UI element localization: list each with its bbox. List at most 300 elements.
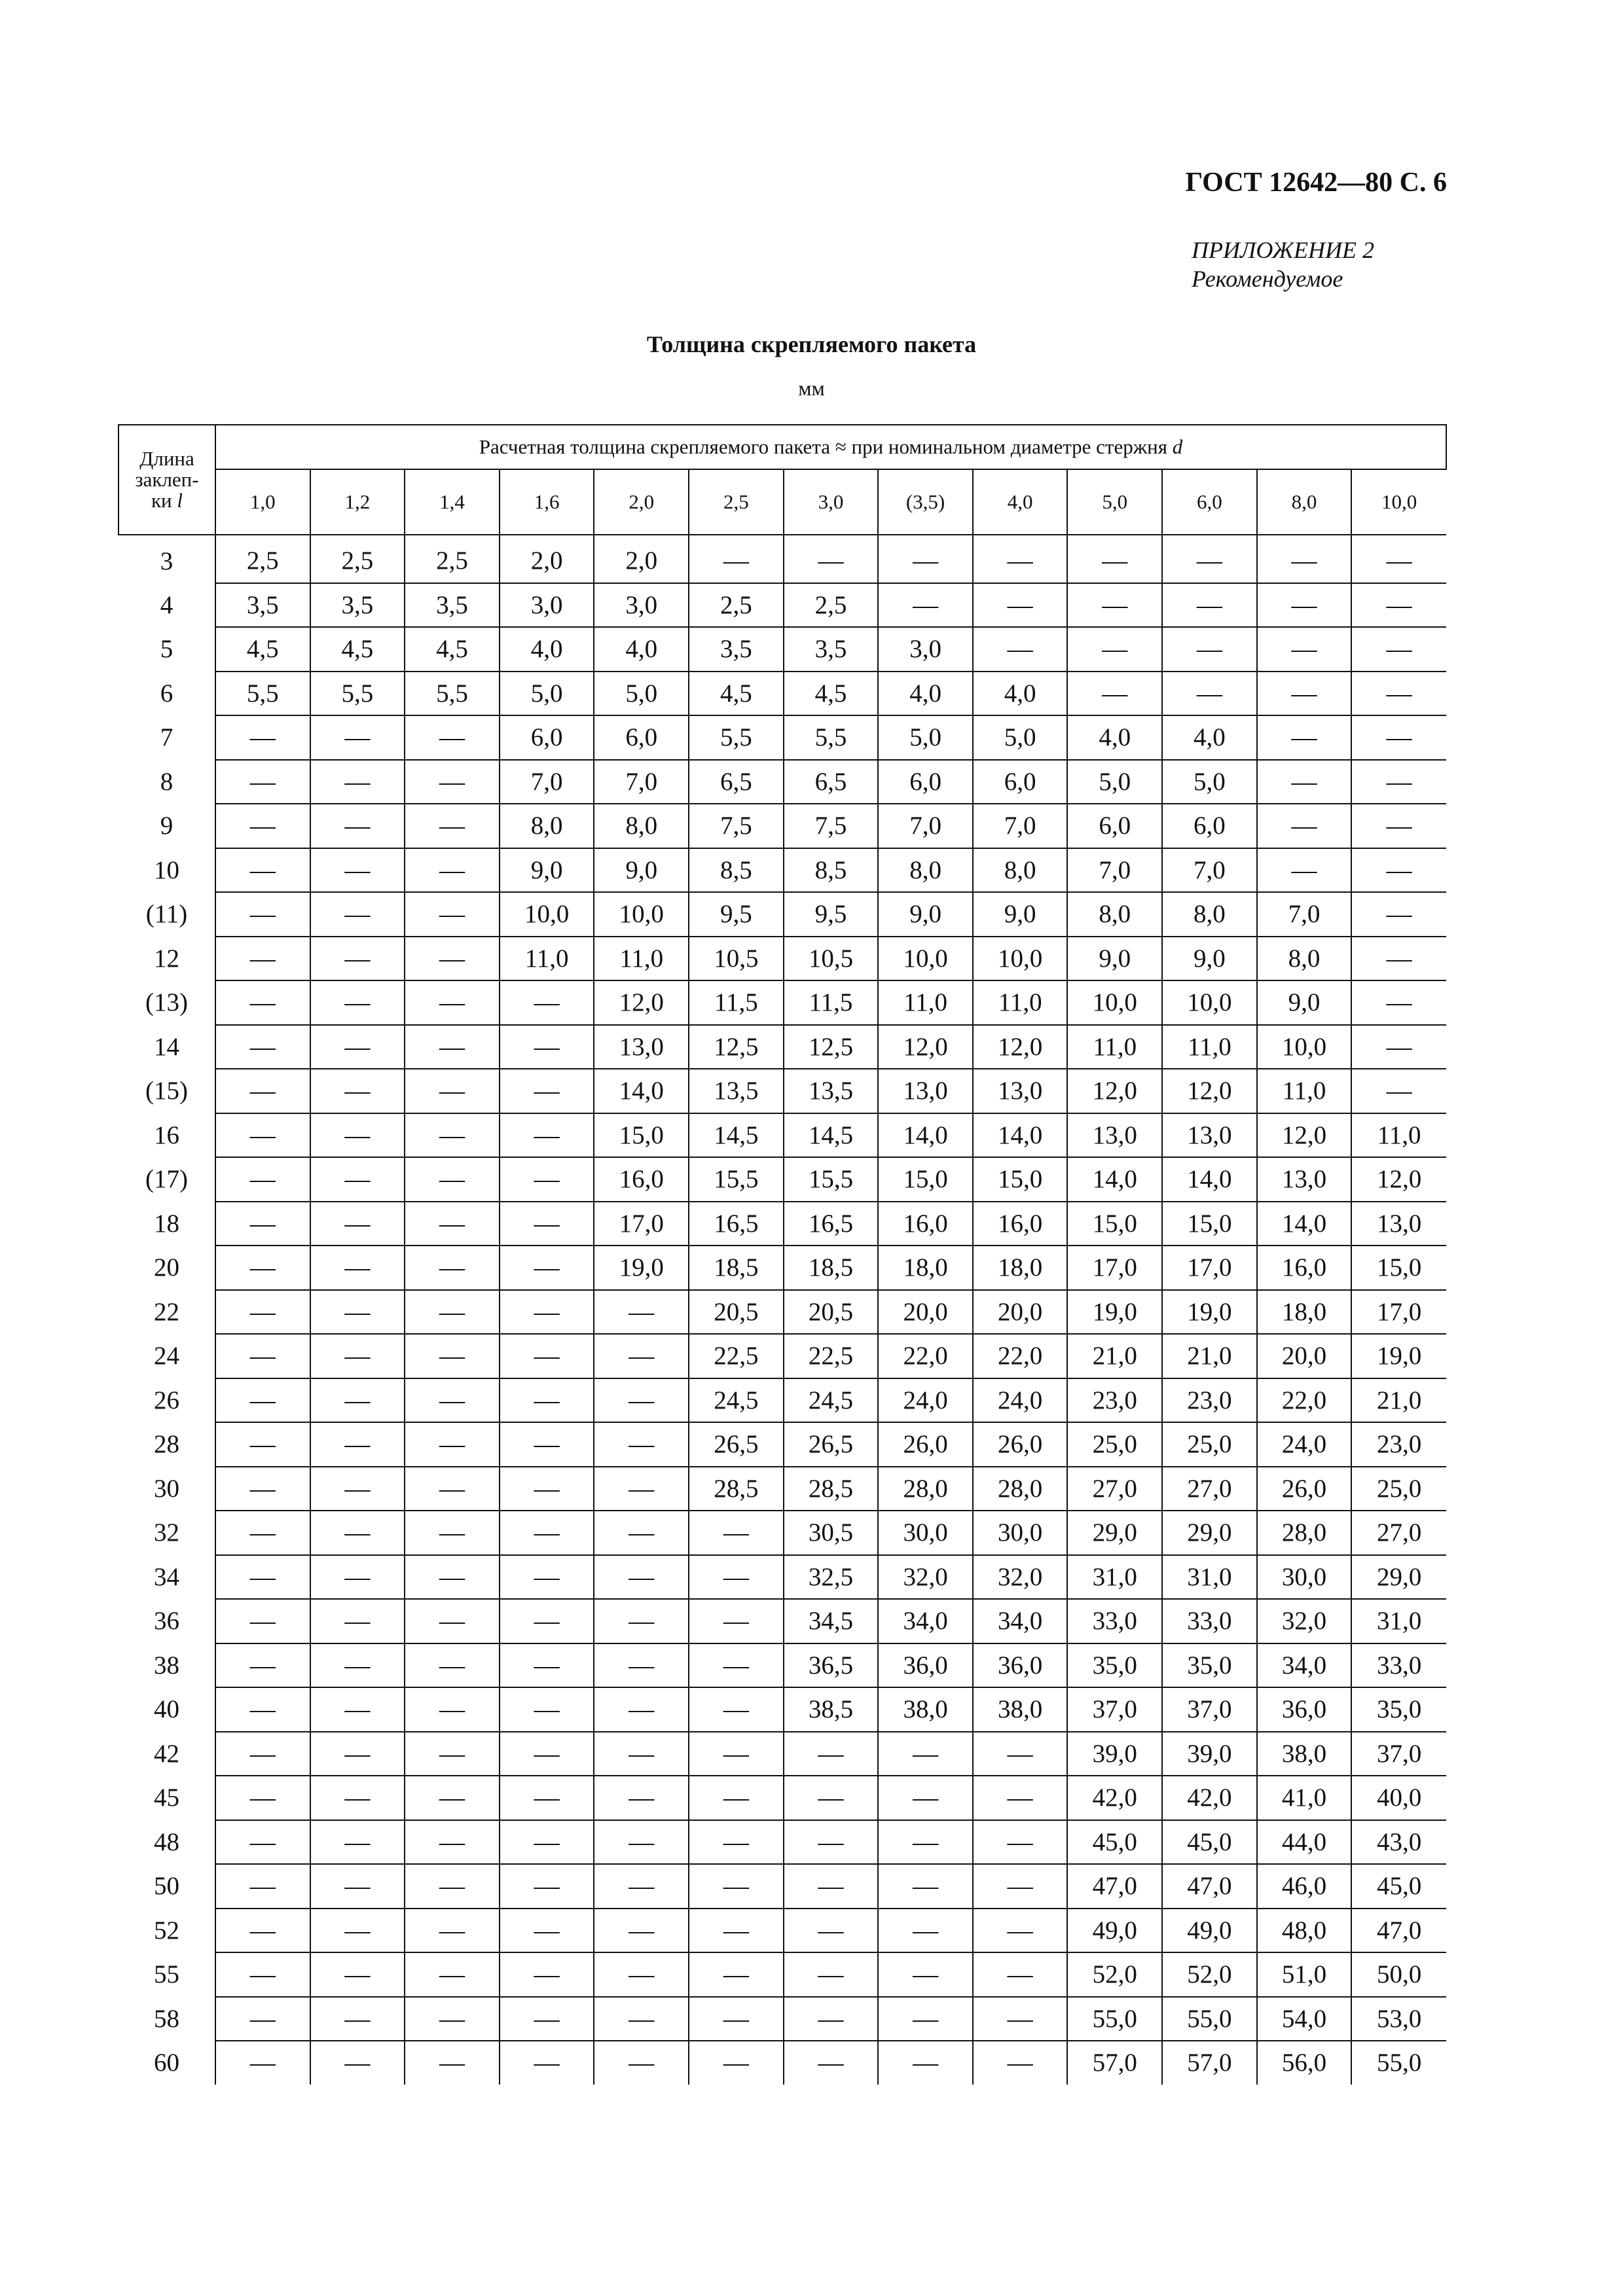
thickness-cell: — [878, 1997, 973, 2041]
rivet-length-cell: 58 [119, 1997, 215, 2041]
thickness-cell: — [973, 1909, 1068, 1953]
thickness-cell: 10,0 [973, 937, 1068, 981]
table-row [119, 1467, 1446, 1511]
thickness-cell: — [689, 1909, 784, 1953]
rivet-length-cell: 10 [119, 848, 215, 893]
table-row [119, 1732, 1446, 1776]
thickness-cell: 8,0 [500, 804, 594, 848]
thickness-cell: — [594, 1422, 689, 1467]
thickness-cell: 12,0 [878, 1025, 973, 1069]
thickness-cell: — [689, 2041, 784, 2085]
thickness-cell: 16,0 [1257, 1246, 1352, 1290]
thickness-cell: 19,0 [594, 1246, 689, 1290]
thickness-cell: 52,0 [1162, 1952, 1257, 1997]
rivet-length-cell: 48 [119, 1820, 215, 1865]
thickness-cell: 20,5 [689, 1290, 784, 1335]
thickness-cell: — [215, 1202, 310, 1246]
thickness-cell: 27,0 [1067, 1467, 1162, 1511]
thickness-cell: 8,0 [973, 848, 1068, 893]
diameter-header-cell: 5,0 [1067, 469, 1162, 535]
thickness-cell: — [500, 1422, 594, 1467]
thickness-cell: — [405, 1909, 500, 1953]
thickness-cell: — [1351, 715, 1446, 760]
thickness-cell: 25,0 [1067, 1422, 1162, 1467]
thickness-cell: 6,0 [594, 715, 689, 760]
thickness-cell: — [878, 1820, 973, 1865]
thickness-cell: — [878, 1732, 973, 1776]
thickness-cell: 11,0 [1162, 1025, 1257, 1069]
thickness-cell: — [215, 1687, 310, 1732]
stub-header-line: заклеп- [135, 468, 199, 491]
table-row [119, 1511, 1446, 1555]
thickness-cell: — [689, 1776, 784, 1820]
thickness-cell: — [689, 1687, 784, 1732]
thickness-cell: 49,0 [1162, 1909, 1257, 1953]
thickness-cell: 22,0 [973, 1334, 1068, 1378]
thickness-cell: 20,0 [1257, 1334, 1352, 1378]
thickness-cell: 14,5 [689, 1113, 784, 1158]
thickness-cell: 31,0 [1067, 1555, 1162, 1600]
thickness-cell: 3,0 [500, 583, 594, 628]
thickness-cell: — [878, 2041, 973, 2085]
thickness-cell: 6,0 [1162, 804, 1257, 848]
thickness-cell: — [973, 1952, 1068, 1997]
thickness-cell: 3,0 [878, 627, 973, 672]
thickness-cell: 11,0 [594, 937, 689, 981]
thickness-cell: 34,5 [784, 1599, 879, 1643]
thickness-cell: — [500, 980, 594, 1025]
thickness-cell: 38,5 [784, 1687, 879, 1732]
thickness-cell: 4,0 [973, 672, 1068, 716]
thickness-cell: 37,0 [1351, 1732, 1446, 1776]
thickness-cell: — [500, 1511, 594, 1555]
thickness-cell: — [1257, 760, 1352, 804]
table-row [119, 2041, 1446, 2085]
thickness-cell: 47,0 [1351, 1909, 1446, 1953]
diameter-header-cell: 4,0 [973, 469, 1068, 535]
thickness-cell: — [500, 1643, 594, 1688]
thickness-cell: 56,0 [1257, 2041, 1352, 2085]
thickness-cell: 2,5 [310, 535, 405, 583]
thickness-cell: — [405, 980, 500, 1025]
thickness-cell: — [1351, 1025, 1446, 1069]
thickness-cell: — [1067, 583, 1162, 628]
thickness-cell: — [405, 1334, 500, 1378]
table-row [119, 1246, 1446, 1290]
thickness-cell: — [405, 715, 500, 760]
thickness-cell: — [500, 1202, 594, 1246]
thickness-cell: 3,5 [689, 627, 784, 672]
thickness-cell: — [310, 1687, 405, 1732]
thickness-cell: 29,0 [1351, 1555, 1446, 1600]
thickness-cell: 15,5 [784, 1157, 879, 1202]
thickness-cell: 2,0 [500, 535, 594, 583]
thickness-cell: 23,0 [1067, 1378, 1162, 1423]
thickness-cell: — [594, 1997, 689, 2041]
thickness-cell: 11,0 [973, 980, 1068, 1025]
thickness-cell: 30,0 [1257, 1555, 1352, 1600]
thickness-cell: — [405, 1997, 500, 2041]
rivet-length-cell: 14 [119, 1025, 215, 1069]
table-row [119, 627, 1446, 672]
thickness-cell: — [215, 2041, 310, 2085]
diameter-header-cell: 2,0 [594, 469, 689, 535]
thickness-cell: — [1067, 535, 1162, 583]
thickness-cell: 7,0 [500, 760, 594, 804]
table-row [119, 1952, 1446, 1997]
thickness-cell: 24,0 [1257, 1422, 1352, 1467]
thickness-cell: 15,5 [689, 1157, 784, 1202]
thickness-cell: — [310, 760, 405, 804]
thickness-cell: — [1257, 583, 1352, 628]
thickness-cell: 15,0 [973, 1157, 1068, 1202]
thickness-cell: 38,0 [878, 1687, 973, 1732]
thickness-cell: — [689, 1511, 784, 1555]
rivet-length-cell: 38 [119, 1643, 215, 1688]
thickness-cell: — [405, 1599, 500, 1643]
thickness-cell: 4,0 [1162, 715, 1257, 760]
thickness-cell: — [973, 535, 1068, 583]
thickness-cell: 6,5 [689, 760, 784, 804]
thickness-cell: — [878, 535, 973, 583]
thickness-cell: — [594, 1599, 689, 1643]
rivet-length-cell: 30 [119, 1467, 215, 1511]
thickness-cell: 30,0 [973, 1511, 1068, 1555]
thickness-cell: 23,0 [1162, 1378, 1257, 1423]
thickness-cell: 26,0 [973, 1422, 1068, 1467]
thickness-cell: — [215, 1997, 310, 2041]
thickness-cell: 13,5 [689, 1069, 784, 1113]
thickness-cell: — [973, 1820, 1068, 1865]
rivet-length-cell: 45 [119, 1776, 215, 1820]
thickness-cell: — [1351, 583, 1446, 628]
thickness-cell: — [878, 1776, 973, 1820]
thickness-cell: — [689, 1599, 784, 1643]
thickness-cell: 10,0 [594, 892, 689, 937]
thickness-cell: 3,5 [310, 583, 405, 628]
thickness-cell: 28,0 [1257, 1511, 1352, 1555]
thickness-cell: 3,5 [405, 583, 500, 628]
thickness-cell: 32,0 [878, 1555, 973, 1600]
rivet-length-cell: 24 [119, 1334, 215, 1378]
thickness-cell: — [405, 1732, 500, 1776]
thickness-cell: — [500, 1820, 594, 1865]
thickness-cell: — [973, 2041, 1068, 2085]
thickness-cell: — [405, 1643, 500, 1688]
thickness-cell: — [405, 1952, 500, 1997]
thickness-cell: 12,0 [1162, 1069, 1257, 1113]
rivet-length-cell: 5 [119, 627, 215, 672]
thickness-cell: 14,0 [594, 1069, 689, 1113]
thickness-cell: — [500, 1599, 594, 1643]
thickness-cell: — [215, 1290, 310, 1335]
thickness-cell: — [1351, 627, 1446, 672]
length-variable: l [177, 489, 183, 512]
thickness-cell: 13,0 [1162, 1113, 1257, 1158]
thickness-cell: 7,5 [784, 804, 879, 848]
thickness-cell: 13,0 [878, 1069, 973, 1113]
thickness-cell: 13,0 [1067, 1113, 1162, 1158]
thickness-cell: — [594, 2041, 689, 2085]
thickness-cell: 27,0 [1351, 1511, 1446, 1555]
thickness-cell: — [689, 1732, 784, 1776]
rivet-length-cell: 55 [119, 1952, 215, 1997]
thickness-cell: — [1257, 627, 1352, 672]
thickness-cell: — [215, 1643, 310, 1688]
thickness-cell: 10,0 [1067, 980, 1162, 1025]
thickness-cell: 21,0 [1162, 1334, 1257, 1378]
thickness-cell: 5,5 [405, 672, 500, 716]
thickness-cell: 9,0 [500, 848, 594, 893]
thickness-cell: — [1257, 848, 1352, 893]
thickness-cell: 11,0 [1257, 1069, 1352, 1113]
thickness-cell: 26,0 [878, 1422, 973, 1467]
thickness-cell: — [405, 760, 500, 804]
thickness-cell: 9,0 [1067, 937, 1162, 981]
thickness-cell: — [500, 1909, 594, 1953]
thickness-cell: — [215, 1820, 310, 1865]
thickness-cell: 2,0 [594, 535, 689, 583]
thickness-cell: 12,5 [784, 1025, 879, 1069]
thickness-cell: 27,0 [1162, 1467, 1257, 1511]
thickness-cell: 20,5 [784, 1290, 879, 1335]
thickness-cell: — [594, 1732, 689, 1776]
thickness-cell: — [405, 1202, 500, 1246]
thickness-cell: — [594, 1687, 689, 1732]
table-row [119, 1025, 1446, 1069]
thickness-cell: 9,5 [784, 892, 879, 937]
thickness-cell: 26,0 [1257, 1467, 1352, 1511]
thickness-cell: — [594, 1334, 689, 1378]
rivet-length-cell: 36 [119, 1599, 215, 1643]
thickness-cell: — [310, 848, 405, 893]
thickness-cell: — [500, 2041, 594, 2085]
table-row [119, 1069, 1446, 1113]
thickness-cell: — [405, 1113, 500, 1158]
thickness-cell: — [405, 1157, 500, 1202]
thickness-cell: — [215, 760, 310, 804]
thickness-cell: 10,0 [500, 892, 594, 937]
thickness-cell: 32,0 [973, 1555, 1068, 1600]
thickness-cell: 29,0 [1067, 1511, 1162, 1555]
thickness-cell: 24,0 [973, 1378, 1068, 1423]
thickness-cell: 35,0 [1162, 1643, 1257, 1688]
thickness-cell: — [594, 1290, 689, 1335]
thickness-cell: — [1257, 672, 1352, 716]
thickness-cell: 51,0 [1257, 1952, 1352, 1997]
thickness-cell: 16,0 [878, 1202, 973, 1246]
thickness-cell: 11,5 [784, 980, 879, 1025]
thickness-cell: 8,0 [1162, 892, 1257, 937]
thickness-cell: — [1351, 535, 1446, 583]
rivet-length-cell: 22 [119, 1290, 215, 1335]
thickness-cell: — [310, 1511, 405, 1555]
thickness-cell: 11,0 [1067, 1025, 1162, 1069]
thickness-cell: 4,0 [500, 627, 594, 672]
thickness-cell: 16,0 [594, 1157, 689, 1202]
thickness-cell: 22,0 [878, 1334, 973, 1378]
thickness-cell: 18,0 [973, 1246, 1068, 1290]
rivet-length-cell: 20 [119, 1246, 215, 1290]
thickness-cell: 22,0 [1257, 1378, 1352, 1423]
thickness-cell: 39,0 [1067, 1732, 1162, 1776]
thickness-cell: — [310, 1643, 405, 1688]
thickness-cell: — [500, 1378, 594, 1423]
thickness-cell: 10,5 [689, 937, 784, 981]
thickness-cell: 7,0 [1067, 848, 1162, 893]
thickness-cell: 6,0 [973, 760, 1068, 804]
thickness-cell: — [500, 1069, 594, 1113]
thickness-cell: 3,5 [215, 583, 310, 628]
document-reference: ГОСТ 12642—80 С. 6 [1185, 168, 1447, 198]
table-row [119, 1864, 1446, 1909]
thickness-cell: — [215, 848, 310, 893]
thickness-cell: — [1351, 892, 1446, 937]
rivet-length-cell: 8 [119, 760, 215, 804]
thickness-cell: 57,0 [1162, 2041, 1257, 2085]
thickness-cell: 20,0 [878, 1290, 973, 1335]
rivet-length-cell: 7 [119, 715, 215, 760]
thickness-cell: 16,5 [784, 1202, 879, 1246]
thickness-cell: 14,0 [878, 1113, 973, 1158]
thickness-cell: — [594, 1864, 689, 1909]
rivet-length-cell: 3 [119, 535, 215, 583]
thickness-cell: — [405, 848, 500, 893]
thickness-cell: 24,5 [784, 1378, 879, 1423]
diameter-header-cell: 3,0 [784, 469, 879, 535]
thickness-cell: 6,0 [1067, 804, 1162, 848]
table-row [119, 1157, 1446, 1202]
thickness-cell: — [310, 937, 405, 981]
rivet-length-cell: (17) [119, 1157, 215, 1202]
thickness-cell: — [878, 1952, 973, 1997]
thickness-cell: — [784, 1997, 879, 2041]
thickness-cell: — [1067, 672, 1162, 716]
appendix-label [1192, 236, 1374, 293]
thickness-cell: 17,0 [1162, 1246, 1257, 1290]
thickness-cell: 2,5 [784, 583, 879, 628]
thickness-cell: — [215, 937, 310, 981]
thickness-cell: — [973, 1997, 1068, 2041]
diameter-header-cell: 1,4 [405, 469, 500, 535]
thickness-cell: 26,5 [784, 1422, 879, 1467]
rivet-length-cell: 60 [119, 2041, 215, 2085]
thickness-cell: 18,0 [878, 1246, 973, 1290]
diameter-header-row [119, 469, 1446, 535]
thickness-cell: — [689, 535, 784, 583]
thickness-cell: — [405, 1555, 500, 1600]
thickness-cell: 9,0 [1257, 980, 1352, 1025]
thickness-cell: 9,5 [689, 892, 784, 937]
table-row [119, 1643, 1446, 1688]
thickness-cell: — [1257, 715, 1352, 760]
thickness-cell: 5,5 [310, 672, 405, 716]
thickness-cell: 14,0 [1162, 1157, 1257, 1202]
thickness-cell: 45,0 [1162, 1820, 1257, 1865]
thickness-cell: 19,0 [1351, 1334, 1446, 1378]
table-row [119, 804, 1446, 848]
thickness-cell: — [215, 1909, 310, 1953]
rivet-length-cell: (11) [119, 892, 215, 937]
thickness-cell: — [784, 1909, 879, 1953]
thickness-cell: 33,0 [1067, 1599, 1162, 1643]
thickness-cell: 32,5 [784, 1555, 879, 1600]
thickness-cell: 8,0 [1257, 937, 1352, 981]
thickness-cell: 43,0 [1351, 1820, 1446, 1865]
thickness-cell: 12,5 [689, 1025, 784, 1069]
rivet-length-cell: 34 [119, 1555, 215, 1600]
thickness-cell: — [500, 1025, 594, 1069]
thickness-cell: 21,0 [1351, 1378, 1446, 1423]
thickness-cell: — [1351, 672, 1446, 716]
thickness-cell: 4,5 [215, 627, 310, 672]
thickness-cell: — [310, 1246, 405, 1290]
thickness-cell: 25,0 [1162, 1422, 1257, 1467]
thickness-cell: — [500, 1864, 594, 1909]
thickness-cell: 15,0 [1162, 1202, 1257, 1246]
thickness-cell: 13,0 [973, 1069, 1068, 1113]
thickness-cell: 55,0 [1067, 1997, 1162, 2041]
thickness-cell: 7,0 [973, 804, 1068, 848]
thickness-cell: 35,0 [1351, 1687, 1446, 1732]
thickness-cell: 8,0 [1067, 892, 1162, 937]
thickness-cell: — [784, 1820, 879, 1865]
thickness-cell: 9,0 [1162, 937, 1257, 981]
thickness-cell: — [973, 1732, 1068, 1776]
table-row [119, 937, 1446, 981]
thickness-cell: 34,0 [878, 1599, 973, 1643]
thickness-cell: — [215, 1599, 310, 1643]
diameter-header-cell: 1,0 [215, 469, 310, 535]
thickness-cell: 52,0 [1067, 1952, 1162, 1997]
table-row [119, 1555, 1446, 1600]
thickness-cell: 2,5 [405, 535, 500, 583]
thickness-cell: — [784, 1864, 879, 1909]
thickness-cell: — [1162, 583, 1257, 628]
thickness-cell: — [878, 583, 973, 628]
table-row [119, 1997, 1446, 2041]
thickness-cell: 45,0 [1351, 1864, 1446, 1909]
thickness-cell: 4,0 [878, 672, 973, 716]
thickness-cell: 15,0 [594, 1113, 689, 1158]
thickness-cell: — [215, 1069, 310, 1113]
rivet-length-cell: 32 [119, 1511, 215, 1555]
thickness-group-header [215, 425, 1446, 469]
thickness-cell: — [310, 1157, 405, 1202]
thickness-cell: 11,5 [689, 980, 784, 1025]
rivet-length-cell: 42 [119, 1732, 215, 1776]
thickness-cell: 14,5 [784, 1113, 879, 1158]
thickness-cell: 22,5 [689, 1334, 784, 1378]
thickness-cell: — [405, 1511, 500, 1555]
thickness-cell: 46,0 [1257, 1864, 1352, 1909]
thickness-cell: 19,0 [1067, 1290, 1162, 1335]
thickness-cell: 21,0 [1067, 1334, 1162, 1378]
thickness-cell: 35,0 [1067, 1643, 1162, 1688]
thickness-cell: — [405, 1378, 500, 1423]
thickness-cell: 18,0 [1257, 1290, 1352, 1335]
thickness-cell: — [405, 1290, 500, 1335]
thickness-cell: — [594, 1555, 689, 1600]
thickness-cell: 28,0 [878, 1467, 973, 1511]
thickness-cell: — [310, 804, 405, 848]
thickness-cell: 33,0 [1351, 1643, 1446, 1688]
thickness-cell: 28,5 [689, 1467, 784, 1511]
thickness-cell: — [310, 1069, 405, 1113]
thickness-cell: — [500, 1687, 594, 1732]
table-row [119, 1290, 1446, 1335]
thickness-cell: 17,0 [1351, 1290, 1446, 1335]
